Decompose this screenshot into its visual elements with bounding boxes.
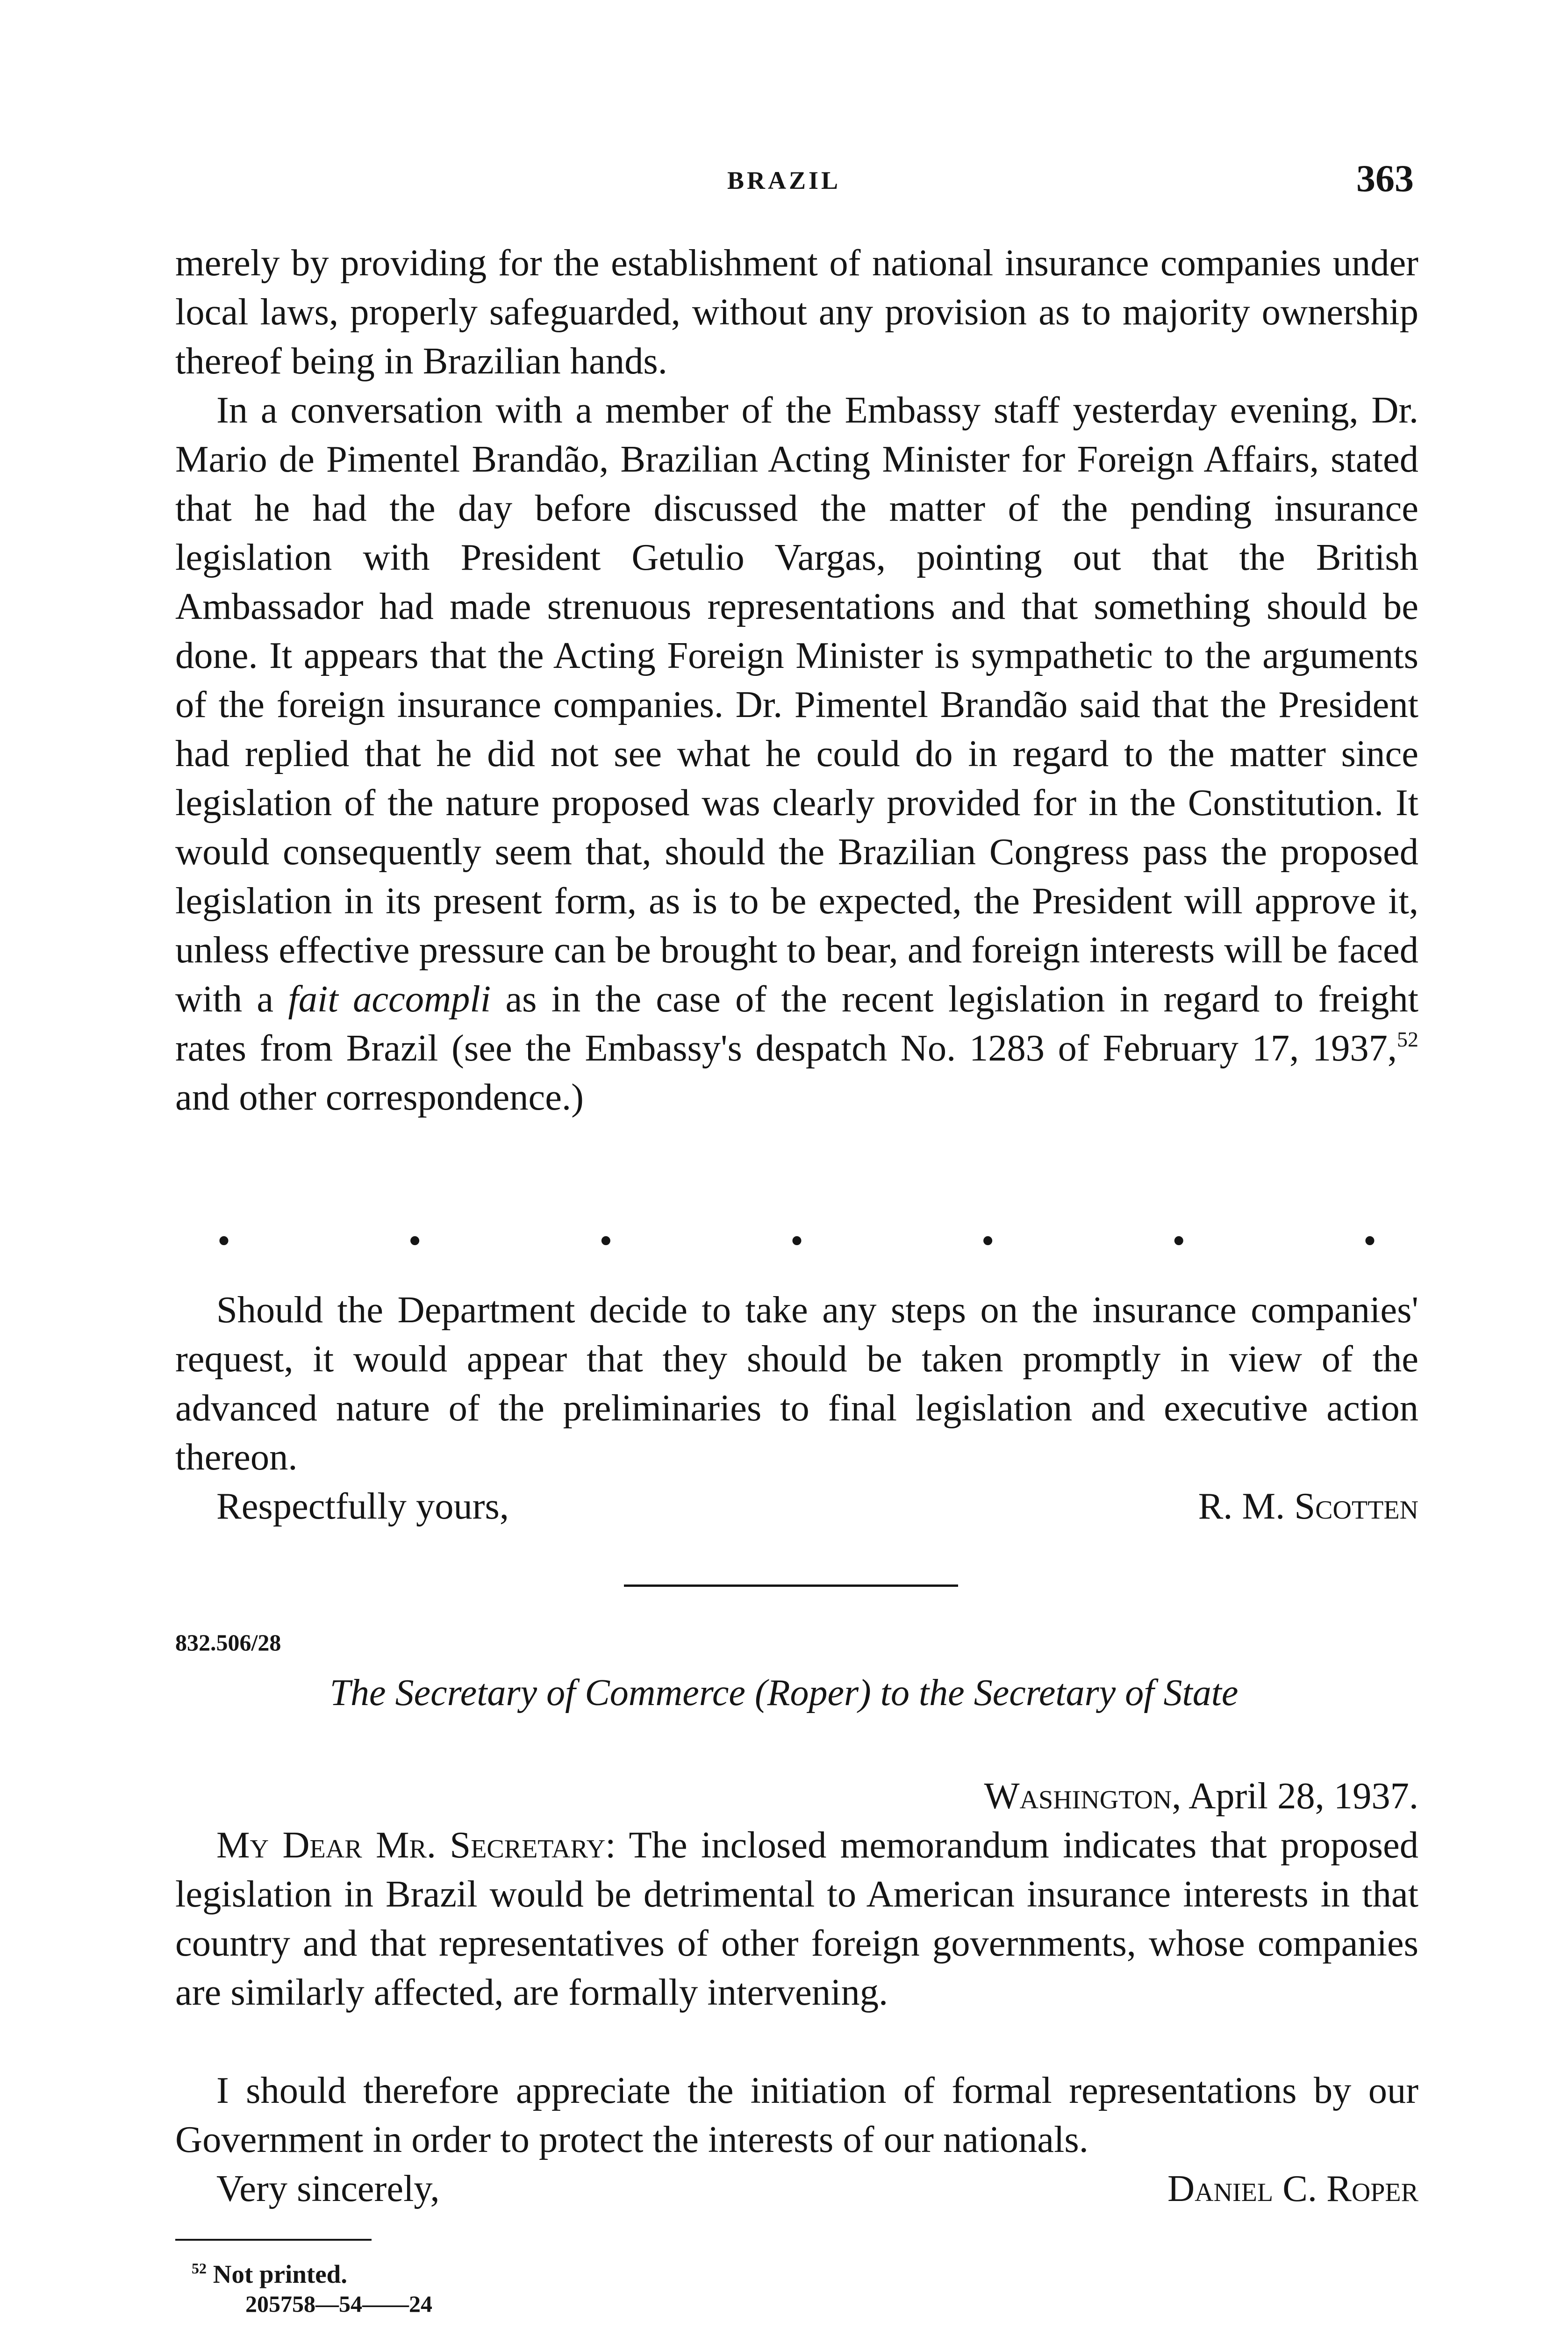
ellipsis-dot: • [217,1220,231,1262]
footnote-reference: 52 [1397,1027,1418,1051]
ellipsis-dot: • [1363,1220,1376,1262]
salutation: My Dear Mr. Secretary: [216,1824,616,1866]
letter2-closing: Very sincerely, [216,2168,440,2209]
dateline-place: Washington, [984,1775,1181,1817]
letter1-closing: Respectfully yours, [216,1485,509,1527]
letter1-paragraph-2 [175,386,1418,1122]
ellipsis-dot: • [408,1220,422,1262]
letter2-paragraph-2-text: I should therefore appreciate the initiation of formal representations by our Government in order to protect the interests of our nationals. [175,2070,1418,2160]
letter1-closing-row [175,1482,1418,1531]
footnote-text: Not printed. [213,2260,347,2288]
letter1-paragraph-2-text: In a conversation with a member of the Embassy staff yesterday evening, Dr. Mario de Pimentel Brandão, Brazilian Acting Minister for Foreign Affairs, stated that he had the day before discussed the matter of the pending insurance legislation with President Getulio Vargas, pointing out that the British Ambassador had made strenuous representations and that something should be done. It appears that the Acting Foreign Minister is sympathetic to the arguments of the foreign insurance companies. Dr. Pimentel Brandão said that the President had replied that he did not see what he could do in regard to the matter since legislation of the nature proposed was clearly provided for in the Constitution. It would consequently seem that, should the Brazilian Congress pass the proposed legislation in its present form, as is to be expected, the President will approve it, unless effective pressure can be brought to bear, and foreign interests will be faced with a [175,389,1418,1020]
dateline [984,1771,1418,1821]
letter1-paragraph-3-text: Should the Department decide to take any steps on the insurance companies' request, it would appear that they should be taken promptly in view of the advanced nature of the preliminaries to final legislation and executive action thereon. [175,1289,1418,1478]
section-divider [624,1584,958,1587]
file-number: 832.506/28 [175,1629,281,1656]
ellipsis-dot: • [790,1220,803,1262]
letter1-paragraph-1-text: merely by providing for the establishment of national insurance companies under local laws, properly safeguarded, without any provision as to majority ownership thereof being in Brazilian hands. [175,242,1418,382]
running-header-title: BRAZIL [727,166,841,194]
omission-ellipsis [175,1220,1418,1262]
letter2-paragraph-1-text: The inclosed memorandum indicates that proposed legislation in Brazil would be detrimental to American insurance interests in that country and that representatives of other foreign governments, whose companies are similarly affected, are formally intervening. [175,1824,1418,2013]
printer-reference: 205758—54——24 [245,2291,432,2317]
ellipsis-dot: • [1172,1220,1186,1262]
document-heading: The Secretary of Commerce (Roper) to the Secretary of State [329,1672,1239,1713]
footnote [192,2251,347,2292]
footnote-rule [175,2239,372,2241]
letter1-paragraph-3 [175,1285,1418,1482]
letter2-signature: Daniel C. Roper [1167,2168,1418,2209]
dateline-date: April 28, 1937. [1189,1775,1418,1817]
page-number: 363 [1356,157,1414,200]
letter1-signature: R. M. Scotten [1198,1485,1418,1527]
letter1-paragraph-2-text-cont: as in the case of the recent legislation in regard to freight rates from Brazil (see the Embassy's despatch No. 1283 of February 17, 1937, [175,978,1418,1069]
letter1-paragraph-2-text-end: and other correspondence.) [175,1076,584,1118]
letter2-paragraph-1 [175,1821,1418,2017]
letter1-paragraph-1 [175,238,1418,386]
footnote-number: 52 [192,2260,207,2277]
letter2-closing-row [175,2164,1418,2213]
italic-phrase: fait accompli [288,978,491,1020]
ellipsis-dot: • [981,1220,995,1262]
letter2-paragraph-2 [175,2066,1418,2164]
ellipsis-dot: • [599,1220,613,1262]
